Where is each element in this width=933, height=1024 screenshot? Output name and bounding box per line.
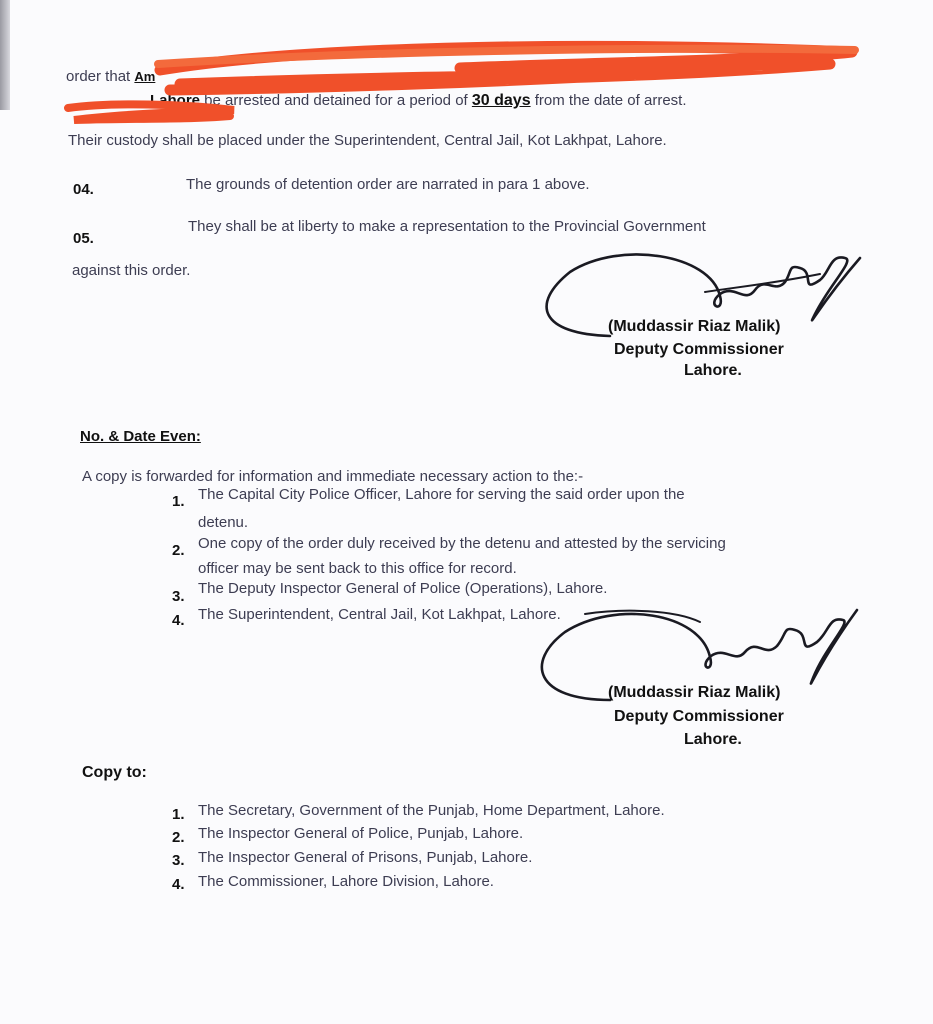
order-line-3: Their custody shall be placed under the Superintendent, Central Jail, Kot Lakhpat, Lahore. [68, 132, 667, 149]
forward-item-text: One copy of the order duly received by the detenu and attested by the servicing [198, 535, 726, 552]
copy-item-number: 2. [172, 829, 185, 846]
forward-item-number: 4. [172, 612, 185, 629]
para-number-04: 04. [73, 181, 94, 198]
copy-item-number: 3. [172, 852, 185, 869]
forwarding-heading: No. & Date Even: [80, 428, 201, 445]
copy-item-text: The Commissioner, Lahore Division, Lahore. [198, 873, 494, 890]
para-04-text: The grounds of detention order are narrated in para 1 above. [186, 176, 590, 193]
order-line-2-text: be arrested and detained for a period of [200, 92, 472, 109]
redaction-mark-top [140, 38, 865, 98]
detention-period: 30 days [471, 92, 531, 109]
forward-item-text: The Superintendent, Central Jail, Kot Lakhpat, Lahore. [198, 606, 561, 623]
para-05-continuation: against this order. [72, 262, 191, 279]
signer-title-bottom: Deputy Commissioner [614, 708, 784, 725]
para-05-text: They shall be at liberty to make a representation to the Provincial Government [188, 218, 706, 235]
redaction-mark-left [62, 98, 242, 128]
forward-item-text: The Deputy Inspector General of Police (Operations), Lahore. [198, 580, 608, 597]
forward-item-number: 1. [172, 493, 185, 510]
copy-item-text: The Inspector General of Prisons, Punjab, Lahore. [198, 849, 533, 866]
forwarding-intro: A copy is forwarded for information and immediate necessary action to the:- [82, 468, 584, 485]
copy-item-number: 1. [172, 806, 185, 823]
page-edge-shadow [0, 0, 10, 110]
signer-name-bottom: (Muddassir Riaz Malik) [608, 684, 781, 701]
copy-to-heading: Copy to: [82, 764, 147, 781]
copy-item-text: The Inspector General of Police, Punjab, Lahore. [198, 825, 524, 842]
signature-top [530, 244, 870, 354]
copy-item-text: The Secretary, Government of the Punjab, Home Department, Lahore. [198, 802, 665, 819]
location-fragment: Lahore [150, 92, 201, 109]
signer-name-top: (Muddassir Riaz Malik) [608, 318, 781, 335]
forward-item-number: 3. [172, 588, 185, 605]
signer-place-top: Lahore. [684, 362, 742, 379]
copy-item-number: 4. [172, 876, 185, 893]
signer-title-top: Deputy Commissioner [614, 341, 784, 358]
forward-item-continuation: detenu. [198, 514, 249, 531]
forward-item-number: 2. [172, 542, 185, 559]
para-number-05: 05. [73, 230, 94, 247]
detainee-name-fragment: Am [134, 69, 156, 84]
forward-item-text: The Capital City Police Officer, Lahore for serving the said order upon the [198, 486, 685, 503]
order-prefix: order that [66, 68, 131, 85]
signer-place-bottom: Lahore. [684, 731, 742, 748]
order-line-2-end: from the date of arrest. [530, 92, 687, 109]
forward-item-continuation: officer may be sent back to this office for record. [198, 560, 517, 577]
